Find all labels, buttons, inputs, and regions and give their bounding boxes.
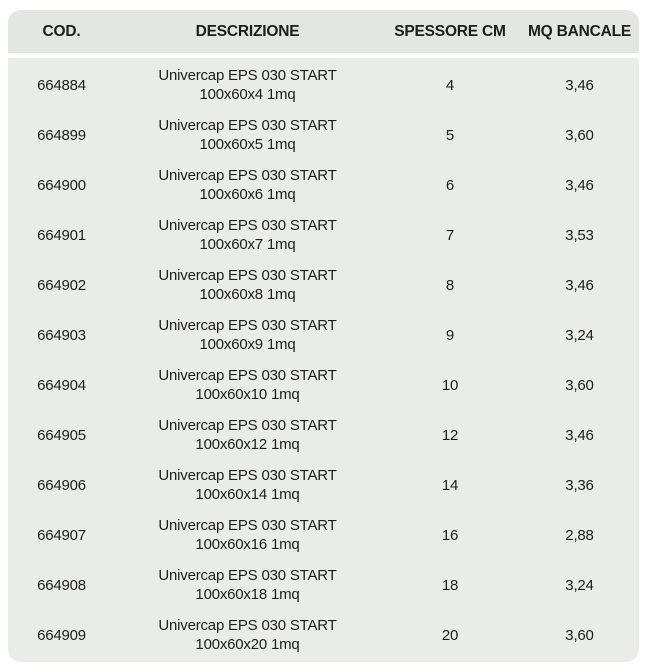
table-row	[8, 160, 639, 210]
column-header-spessore-cm: SPESSORE CM	[394, 22, 506, 40]
table-row	[8, 60, 639, 110]
table-row	[8, 110, 639, 160]
description-line-2: 100x60x4 1mq	[199, 86, 296, 103]
description-line-1: Univercap EPS 030 START	[158, 117, 337, 134]
cell-mq-bancale: 3,46	[565, 176, 594, 194]
description-line-2: 100x60x10 1mq	[195, 386, 300, 403]
cell-mq-bancale: 3,53	[565, 226, 594, 244]
description-line-1: Univercap EPS 030 START	[158, 367, 337, 384]
product-table	[8, 10, 639, 662]
cell-descrizione	[115, 166, 380, 204]
table-row	[8, 310, 639, 360]
cell-cod: 664906	[37, 476, 86, 494]
table-row	[8, 260, 639, 310]
cell-mq-bancale: 3,36	[565, 476, 594, 494]
cell-spessore-cm: 10	[441, 376, 459, 394]
description-line-2: 100x60x18 1mq	[195, 586, 300, 603]
cell-mq-bancale: 3,46	[565, 426, 594, 444]
table-header-row	[8, 10, 639, 53]
cell-cod: 664902	[37, 276, 86, 294]
cell-cod: 664901	[37, 226, 86, 244]
cell-mq-bancale: 3,60	[565, 376, 594, 394]
cell-cod: 664907	[37, 526, 86, 544]
column-header-cod: COD.	[42, 22, 81, 40]
cell-mq-bancale: 3,24	[565, 576, 594, 594]
description-line-2: 100x60x14 1mq	[195, 486, 300, 503]
cell-descrizione	[115, 566, 380, 604]
description-line-2: 100x60x9 1mq	[199, 336, 296, 353]
cell-cod: 664904	[37, 376, 86, 394]
description-line-1: Univercap EPS 030 START	[158, 417, 337, 434]
cell-spessore-cm: 8	[445, 276, 455, 294]
table-body	[8, 58, 639, 662]
cell-spessore-cm: 18	[441, 576, 459, 594]
column-header-mq-bancale: MQ BANCALE	[527, 22, 632, 40]
cell-spessore-cm: 20	[441, 626, 459, 644]
description-line-1: Univercap EPS 030 START	[158, 467, 337, 484]
cell-mq-bancale: 3,24	[565, 326, 594, 344]
cell-descrizione	[115, 416, 380, 454]
cell-cod: 664900	[37, 176, 86, 194]
cell-spessore-cm: 6	[445, 176, 455, 194]
table-row	[8, 210, 639, 260]
description-line-1: Univercap EPS 030 START	[158, 267, 337, 284]
column-header-descrizione: DESCRIZIONE	[195, 22, 300, 40]
cell-cod: 664884	[37, 76, 86, 94]
table-row	[8, 560, 639, 610]
cell-descrizione	[115, 616, 380, 654]
cell-descrizione	[115, 316, 380, 354]
cell-cod: 664903	[37, 326, 86, 344]
cell-mq-bancale: 3,46	[565, 76, 594, 94]
description-line-2: 100x60x16 1mq	[195, 536, 300, 553]
cell-cod: 664909	[37, 626, 86, 644]
cell-descrizione	[115, 516, 380, 554]
table-row	[8, 460, 639, 510]
cell-descrizione	[115, 466, 380, 504]
description-line-1: Univercap EPS 030 START	[158, 67, 337, 84]
cell-spessore-cm: 14	[441, 476, 459, 494]
cell-spessore-cm: 16	[441, 526, 459, 544]
description-line-2: 100x60x6 1mq	[199, 186, 296, 203]
description-line-2: 100x60x12 1mq	[195, 436, 300, 453]
table-row	[8, 510, 639, 560]
cell-spessore-cm: 4	[445, 76, 455, 94]
description-line-2: 100x60x5 1mq	[199, 136, 296, 153]
cell-descrizione	[115, 216, 380, 254]
description-line-1: Univercap EPS 030 START	[158, 167, 337, 184]
description-line-2: 100x60x20 1mq	[195, 636, 300, 653]
cell-mq-bancale: 3,60	[565, 126, 594, 144]
cell-mq-bancale: 2,88	[565, 526, 594, 544]
description-line-1: Univercap EPS 030 START	[158, 517, 337, 534]
description-line-2: 100x60x7 1mq	[199, 236, 296, 253]
cell-mq-bancale: 3,46	[565, 276, 594, 294]
cell-mq-bancale: 3,60	[565, 626, 594, 644]
description-line-2: 100x60x8 1mq	[199, 286, 296, 303]
table-row	[8, 360, 639, 410]
cell-descrizione	[115, 266, 380, 304]
cell-cod: 664908	[37, 576, 86, 594]
cell-spessore-cm: 7	[445, 226, 455, 244]
description-line-1: Univercap EPS 030 START	[158, 317, 337, 334]
cell-descrizione	[115, 366, 380, 404]
table-row	[8, 610, 639, 660]
cell-cod: 664905	[37, 426, 86, 444]
cell-spessore-cm: 5	[445, 126, 455, 144]
description-line-1: Univercap EPS 030 START	[158, 567, 337, 584]
cell-spessore-cm: 9	[445, 326, 455, 344]
table-row	[8, 410, 639, 460]
description-line-1: Univercap EPS 030 START	[158, 617, 337, 634]
cell-spessore-cm: 12	[441, 426, 459, 444]
description-line-1: Univercap EPS 030 START	[158, 217, 337, 234]
cell-cod: 664899	[37, 126, 86, 144]
cell-descrizione	[115, 116, 380, 154]
cell-descrizione	[115, 66, 380, 104]
